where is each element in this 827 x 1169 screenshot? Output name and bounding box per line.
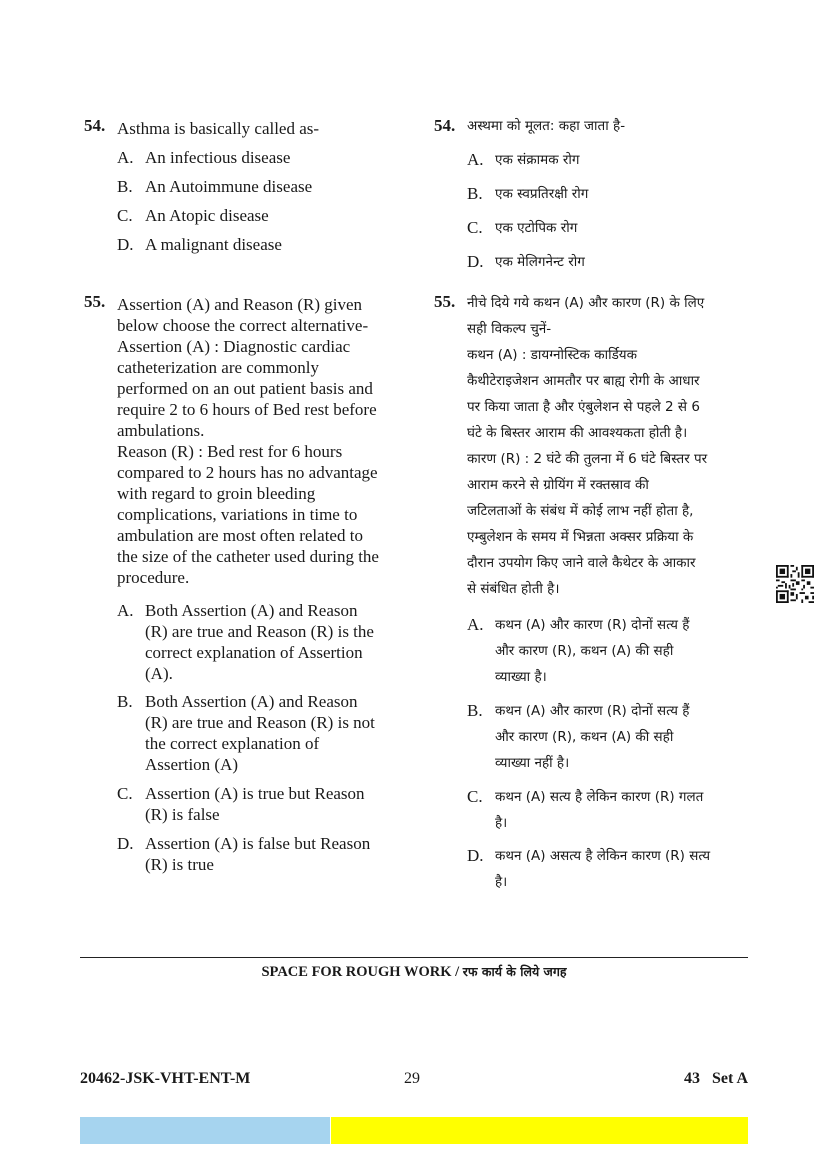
color-bar-blue	[80, 1117, 330, 1144]
question-stem: Assertion (A) and Reason (R) given below choose the correct alternative- Assertion (A) : Diagnostic cardiac catheterization are commonly performed on an out patient basis and require 2 to 6 hours of Bed rest before ambulations. Reason (R) : Bed rest for 6 hours compared to 2 hours has no advantage with regard to groin bleeding complications, variations in time to ambulation are most often related to the size of the catheter used during the procedure.	[117, 295, 379, 587]
page-number: 29	[404, 1070, 420, 1087]
paper-code: 20462-JSK-VHT-ENT-M	[80, 1070, 251, 1087]
question-stem: नीचे दिये गये कथन (A) और कारण (R) के लिए सही विकल्प चुनें- कथन (A) : डायग्नोस्टिक कार्डियक कैथीटेराइजेशन आमतौर पर बाह्य रोगी के आधार पर किया जाता है और एंबुलेशन से पहले 2 से 6 घंटे के बिस्तर आराम की आवश्यकता होती है। कारण (R) : 2 घंटे की तुलना में 6 घंटे बिस्तर पर आराम करने से ग्रोयिंग में रक्तस्राव की जटिलताओं के संबंध में कोई लाभ नहीं होता है, एम्बुलेशन के समय में भिन्नता अक्सर प्रक्रिया के दौरान उपयोग किए जाने वाले कैथेटर के आकार से संबंधित होती है।	[467, 295, 708, 597]
set-label: 43 Set A	[684, 1070, 748, 1087]
question-stem: Asthma is basically called as-	[117, 119, 320, 138]
question-number: 55.	[84, 292, 106, 311]
question-number: 55.	[434, 292, 456, 311]
rough-work-divider	[80, 957, 748, 958]
question-number: 54.	[84, 116, 106, 135]
question-number: 54.	[434, 116, 456, 135]
question-stem: अस्थमा को मूलत: कहा जाता है-	[467, 118, 626, 134]
qr-code-icon	[776, 565, 814, 603]
rough-work-heading: SPACE FOR ROUGH WORK / रफ कार्य के लिये जगह	[261, 964, 567, 980]
color-bar-yellow	[331, 1117, 748, 1144]
